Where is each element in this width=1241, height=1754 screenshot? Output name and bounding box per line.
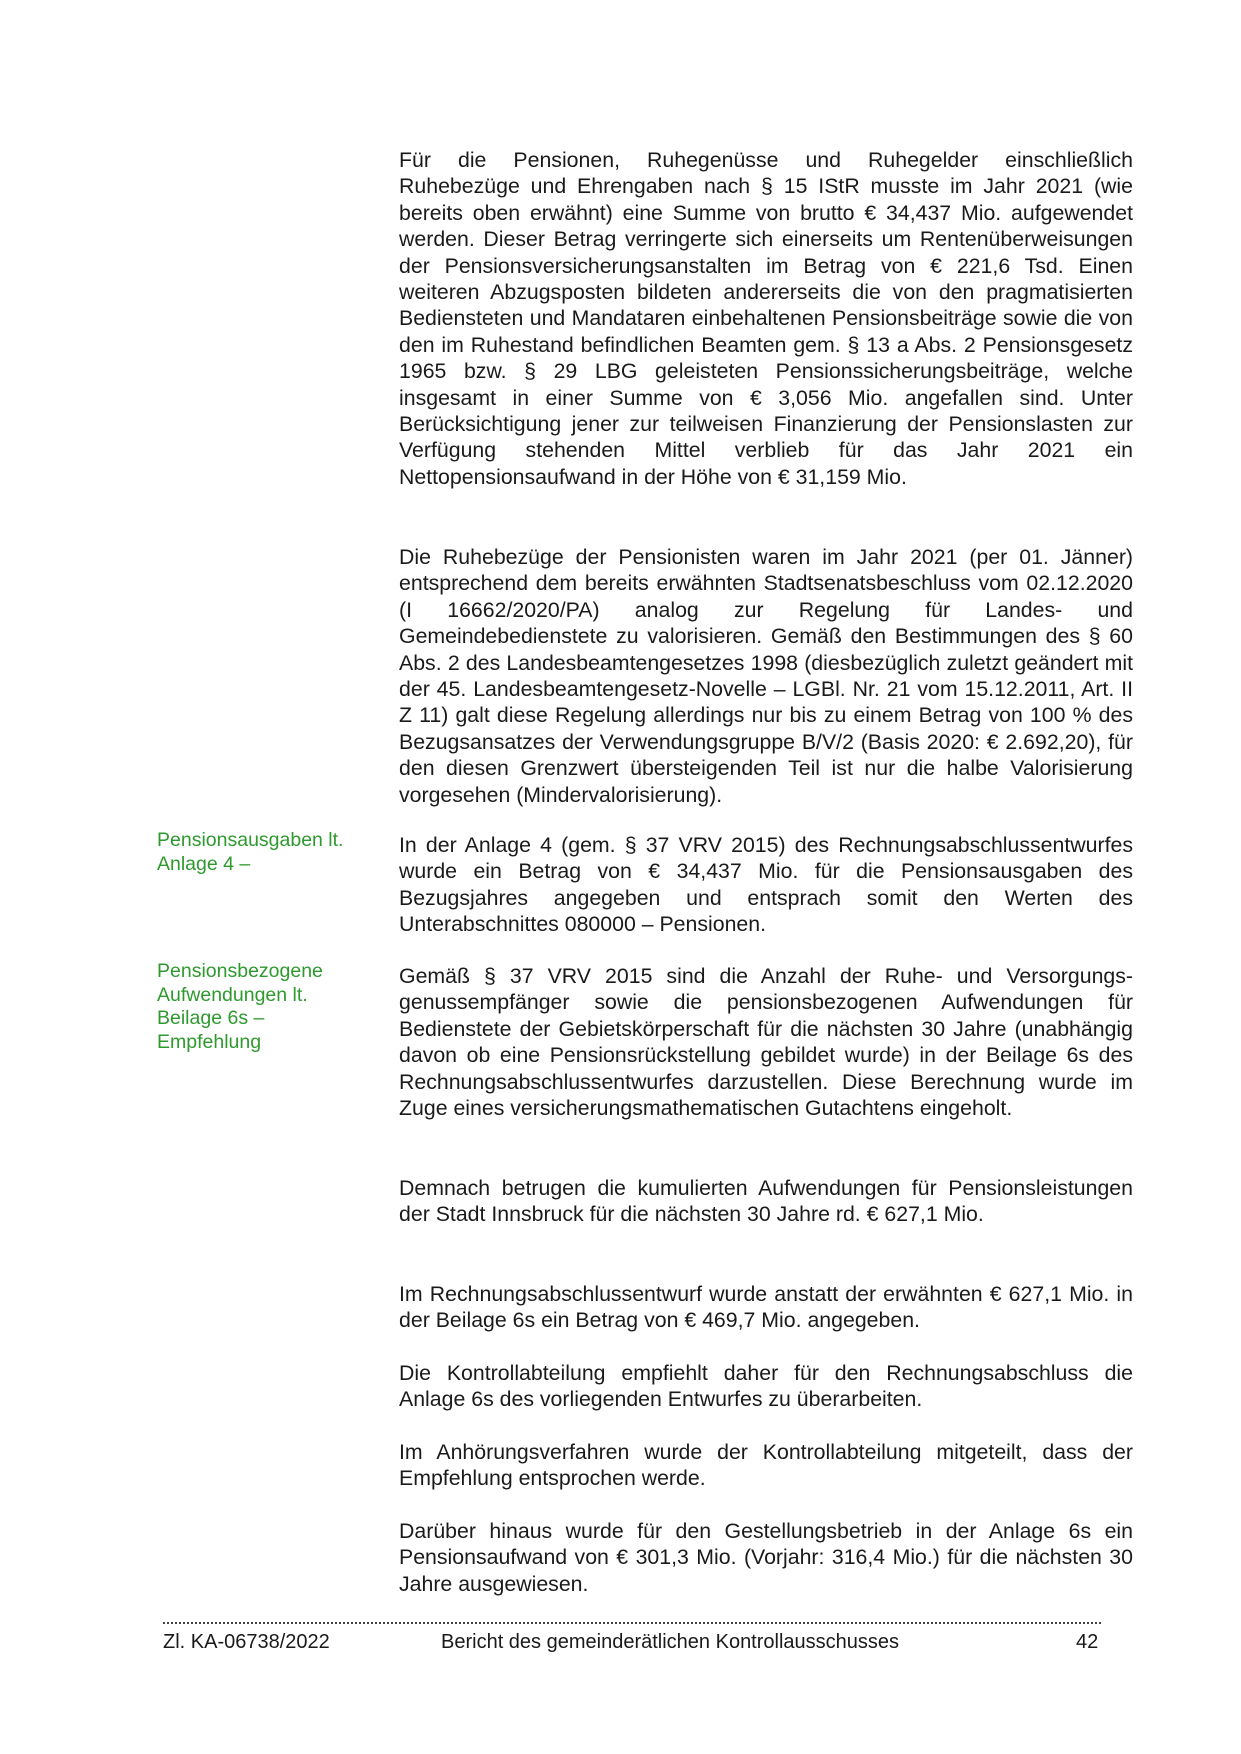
paragraph-text: Im Anhörungsverfahren wurde der Kontrollabteilung mitgeteilt, dass der Empfehlung entsprochen werde.: [399, 1440, 1133, 1491]
paragraph-text: Demnach betrugen die kumulierten Aufwendungen für Pensionsleistungen der Stadt Innsbruck für die nächsten 30 Jahre rd. € 627,1 Mio.: [399, 1176, 1133, 1227]
paragraph-pension-valorisation: [399, 544, 1133, 808]
paragraph-recommendation: [399, 1360, 1133, 1413]
paragraph-net-pension-expense: [399, 147, 1133, 490]
footer-divider: [163, 1622, 1101, 1624]
paragraph-anlage-4: [399, 832, 1133, 938]
margin-note-beilage-6s: Pensionsbezogene Aufwendungen lt. Beilage 6s – Empfehlung: [157, 960, 323, 1054]
paragraph-text: Die Ruhebezüge der Pensionisten waren im Jahr 2021 (per 01. Jänner) entsprechend dem bereits erwähnten Stadtsenatsbeschluss vom 02.12.2020 (I 16662/2020/PA) analog zur Regelung für Landes- und Gemeindebedienstete zu valorisieren. Gemäß den Bestimmungen des § 60 Abs. 2 des Landesbeamtengesetzes 1998 (diesbezüglich zuletzt geändert mit der 45. Landesbeamtengesetz-Novelle – LGBl. Nr. 21 vom 15.12.2011, Art. II Z 11) galt diese Regelung allerdings nur bis zu einem Betrag von 100 % des Bezugsansatzes der Verwendungsgruppe B/V/2 (Basis 2020: € 2.692,20), für den diesen Grenzwert übersteigenden Teil ist nur die halbe Valorisierung vorgesehen (Mindervalorisierung).: [399, 545, 1133, 807]
paragraph-text: Die Kontrollabteilung empfiehlt daher für den Rechnungsabschluss die Anlage 6s des vorliegenden Entwurfes zu überarbeiten.: [399, 1361, 1133, 1412]
footer-reference: Zl. KA-06738/2022: [163, 1631, 330, 1653]
paragraph-text: Gemäß § 37 VRV 2015 sind die Anzahl der Ruhe- und Versorgungsgenussempfänger sowie die pensionsbezogenen Aufwendungen für Bedienstete der Gebietskörperschaft für die nächsten 30 Jahre (unabhängig davon ob eine Pensionsrückstellung gebildet wurde) in der Beilage 6s des Rechnungsabschlussentwurfes darzustellen. Diese Berechnung wurde im Zuge eines versicherungsmathematischen Gutachtens eingeholt.: [399, 964, 1133, 1121]
paragraph-hearing-procedure: [399, 1439, 1133, 1492]
paragraph-cumulative-expenses: [399, 1175, 1133, 1228]
page-number: 42: [1076, 1631, 1099, 1653]
paragraph-text: In der Anlage 4 (gem. § 37 VRV 2015) des Rechnungsabschlussentwurfes wurde ein Betrag von € 34,437 Mio. für die Pensionsausgaben des Bezugsjahres angegeben und entsprach somit den Werten des Unterabschnittes 080000 – Pensionen.: [399, 833, 1133, 937]
margin-note-anlage-4: Pensionsausgaben lt. Anlage 4 –: [157, 829, 344, 875]
paragraph-gestellungsbetrieb: [399, 1518, 1133, 1597]
footer-title: Bericht des gemeinderätlichen Kontrollausschusses: [441, 1631, 900, 1653]
paragraph-discrepancy: [399, 1281, 1133, 1334]
paragraph-text: Für die Pensionen, Ruhegenüsse und Ruhegelder einschließlich Ruhebezüge und Ehrengaben nach § 15 IStR musste im Jahr 2021 (wie bereits oben erwähnt) eine Summe von brutto € 34,437 Mio. aufgewendet werden. Dieser Betrag verringerte sich einerseits um Rentenüberweisungen der Pensionsversicherungsanstalten im Betrag von € 221,6 Tsd. Einen weiteren Abzugsposten bildeten andererseits die von den pragmatisierten Bediensteten und Mandataren einbehaltenen Pensionsbeiträge sowie die von den im Ruhestand befindlichen Beamten gem. § 13 a Abs. 2 Pensionsgesetz 1965 bzw. § 29 LBG geleisteten Pensionssicherungsbeiträge, welche insgesamt in einer Summe von € 3,056 Mio. angefallen sind. Unter Berücksichtigung jener zur teilweisen Finanzierung der Pensionslasten zur Verfügung stehenden Mittel verblieb für das Jahr 2021 ein Nettopensionsaufwand in der Höhe von € 31,159 Mio.: [399, 148, 1133, 489]
paragraph-text: Darüber hinaus wurde für den Gestellungsbetrieb in der Anlage 6s ein Pensionsaufwand von € 301,3 Mio. (Vorjahr: 316,4 Mio.) für die nächsten 30 Jahre ausgewiesen.: [399, 1519, 1133, 1596]
paragraph-text: Im Rechnungsabschlussentwurf wurde anstatt der erwähnten € 627,1 Mio. in der Beilage 6s ein Betrag von € 469,7 Mio. angegeben.: [399, 1282, 1133, 1333]
paragraph-beilage-6s: [399, 963, 1133, 1121]
